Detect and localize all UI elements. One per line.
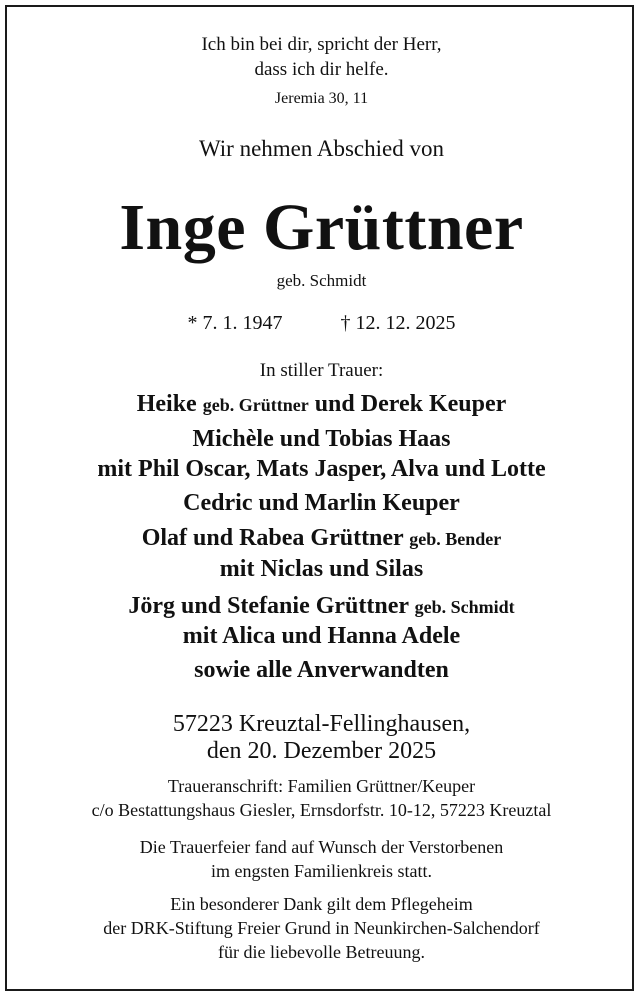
family-line-6: mit Niclas und Silas [219,556,424,582]
life-dates [0,312,643,335]
family-line-5 [0,522,643,556]
family-line-1 [0,388,643,422]
family-name-joerg-stefanie: Jörg und Stefanie Grüttner [128,593,409,619]
death-date: † 12. 12. 2025 [340,312,456,334]
address-line-1: Traueranschrift: Familien Grüttner/Keuper [167,776,476,796]
family-line-8: mit Alica und Hanna Adele [182,623,461,649]
mourning-heading: In stiller Trauer: [259,360,384,381]
thanks-line-1: Ein besonderer Dank gilt dem Pflegeheim [170,894,473,914]
family-line-2: Michèle und Tobias Haas [192,426,451,452]
thanks-line-3: für die liebevolle Betreuung. [218,942,425,962]
deceased-name: Inge Grüttner [119,191,524,264]
family-line-4: Cedric und Marlin Keuper [183,490,460,516]
date: den 20. Dezember 2025 [206,738,437,764]
bible-verse-line-2: dass ich dir helfe. [254,59,389,80]
family-birth-name: geb. Bender [409,529,502,549]
bible-verse-line-1: Ich bin bei dir, spricht der Herr, [201,34,442,55]
farewell-intro: Wir nehmen Abschied von [199,136,444,161]
birth-date: * 7. 1. 1947 [187,312,283,334]
family-name-derek: und Derek Keuper [314,391,507,417]
family-name-olaf-rabea: Olaf und Rabea Grüttner [141,525,404,551]
birth-name: geb. Schmidt [276,271,367,290]
address-line-2: c/o Bestattungshaus Giesler, Ernsdorfstr. 10-12, 57223 Kreuztal [91,800,552,820]
thanks-line-2: der DRK-Stiftung Freier Grund in Neunkirchen-Salchendorf [103,918,540,938]
family-line-9: sowie alle Anverwandten [194,657,449,683]
family-name-heike: Heike [136,391,197,417]
family-line-7 [0,590,643,624]
place: 57223 Kreuztal-Fellinghausen, [172,711,471,737]
ceremony-line-2: im engsten Familienkreis statt. [211,861,432,881]
family-birth-name: geb. Grüttner [202,395,309,415]
family-line-3: mit Phil Oscar, Mats Jasper, Alva und Lotte [97,456,546,482]
bible-verse-reference: Jeremia 30, 11 [274,90,369,107]
ceremony-line-1: Die Trauerfeier fand auf Wunsch der Verstorbenen [139,837,504,857]
family-birth-name: geb. Schmidt [414,597,515,617]
